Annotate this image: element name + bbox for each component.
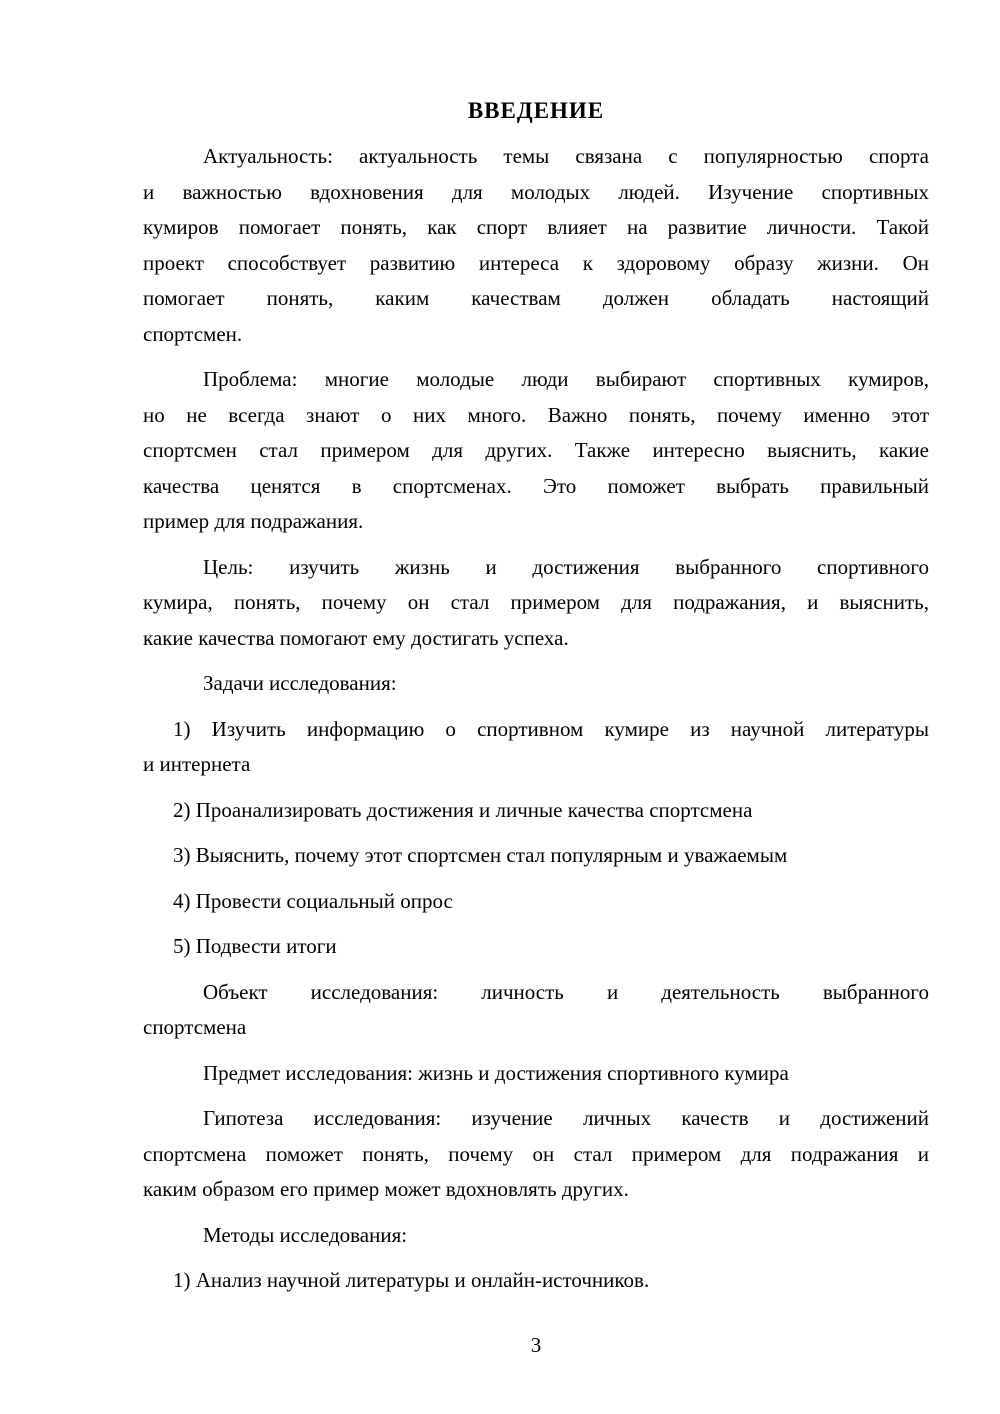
paragraph bbox=[143, 1101, 929, 1208]
text-line: 2) Проанализировать достижения и личные качества спортсмена bbox=[173, 797, 753, 822]
page-number: 3 bbox=[530, 1333, 542, 1357]
text-line: проект способствует развитию интереса к здоровому образу жизни. Он bbox=[143, 250, 929, 275]
text-line: пример для подражания. bbox=[143, 509, 364, 533]
text-line: и важностью вдохновения для молодых людей. Изучение спортивных bbox=[143, 179, 929, 204]
text-line: качества ценятся в спортсменах. Это поможет выбрать правильный bbox=[143, 473, 929, 498]
paragraph bbox=[143, 929, 929, 965]
text-line: спортсмен. bbox=[143, 321, 243, 346]
text-line: 1) Анализ научной литературы и онлайн-источников. bbox=[173, 1268, 650, 1292]
text-line: Задачи исследования: bbox=[203, 671, 397, 695]
paragraph bbox=[143, 666, 929, 702]
text-line: помогает понять, каким качествам должен обладать настоящий bbox=[143, 286, 929, 310]
text-line: Проблема: многие молодые люди выбирают спортивных кумиров, bbox=[203, 367, 929, 391]
text-line: 5) Подвести итоги bbox=[173, 934, 337, 958]
text-line: 1) Изучить информацию о спортивном кумире из научной литературы bbox=[173, 716, 929, 741]
text-line: спортсмен стал примером для других. Также интересно выяснить, какие bbox=[143, 438, 929, 462]
paragraph bbox=[143, 1056, 929, 1092]
text-line: Предмет исследования: жизнь и достижения спортивного кумира bbox=[203, 1060, 789, 1085]
text-line: 4) Провести социальный опрос bbox=[173, 888, 453, 913]
text-line: спортсмена bbox=[143, 1015, 247, 1039]
paragraph bbox=[143, 550, 929, 657]
text-line: спортсмена поможет понять, почему он стал примером для подражания и bbox=[143, 1141, 929, 1166]
text-line: какие качества помогают ему достигать успеха. bbox=[143, 625, 569, 650]
paragraph bbox=[143, 838, 929, 874]
text-line: кумира, понять, почему он стал примером для подражания, и выяснить, bbox=[143, 590, 929, 614]
paragraph bbox=[143, 1263, 929, 1299]
page-title: ВВЕДЕНИЕ bbox=[467, 98, 605, 123]
paragraph bbox=[143, 139, 929, 352]
text-line: и интернета bbox=[143, 752, 251, 776]
text-line: каким образом его пример может вдохновлять других. bbox=[143, 1177, 629, 1201]
text-line: Объект исследования: личность и деятельность выбранного bbox=[203, 979, 929, 1004]
paragraph bbox=[143, 793, 929, 829]
text-line: Гипотеза исследования: изучение личных качеств и достижений bbox=[203, 1106, 929, 1130]
paragraph-container bbox=[143, 139, 929, 1299]
text-line: Актуальность: актуальность темы связана с популярностью спорта bbox=[203, 144, 929, 168]
paragraph bbox=[143, 1218, 929, 1254]
paragraph bbox=[143, 712, 929, 783]
document-content bbox=[143, 93, 929, 1309]
paragraph bbox=[143, 362, 929, 540]
text-line: кумиров помогает понять, как спорт влияет на развитие личности. Такой bbox=[143, 215, 929, 239]
text-line: 3) Выяснить, почему этот спортсмен стал популярным и уважаемым bbox=[173, 843, 788, 867]
text-line: Цель: изучить жизнь и достижения выбранного спортивного bbox=[203, 554, 929, 579]
text-line: Методы исследования: bbox=[203, 1222, 408, 1247]
paragraph bbox=[143, 884, 929, 920]
paragraph bbox=[143, 975, 929, 1046]
text-line: но не всегда знают о них много. Важно понять, почему именно этот bbox=[143, 402, 929, 427]
